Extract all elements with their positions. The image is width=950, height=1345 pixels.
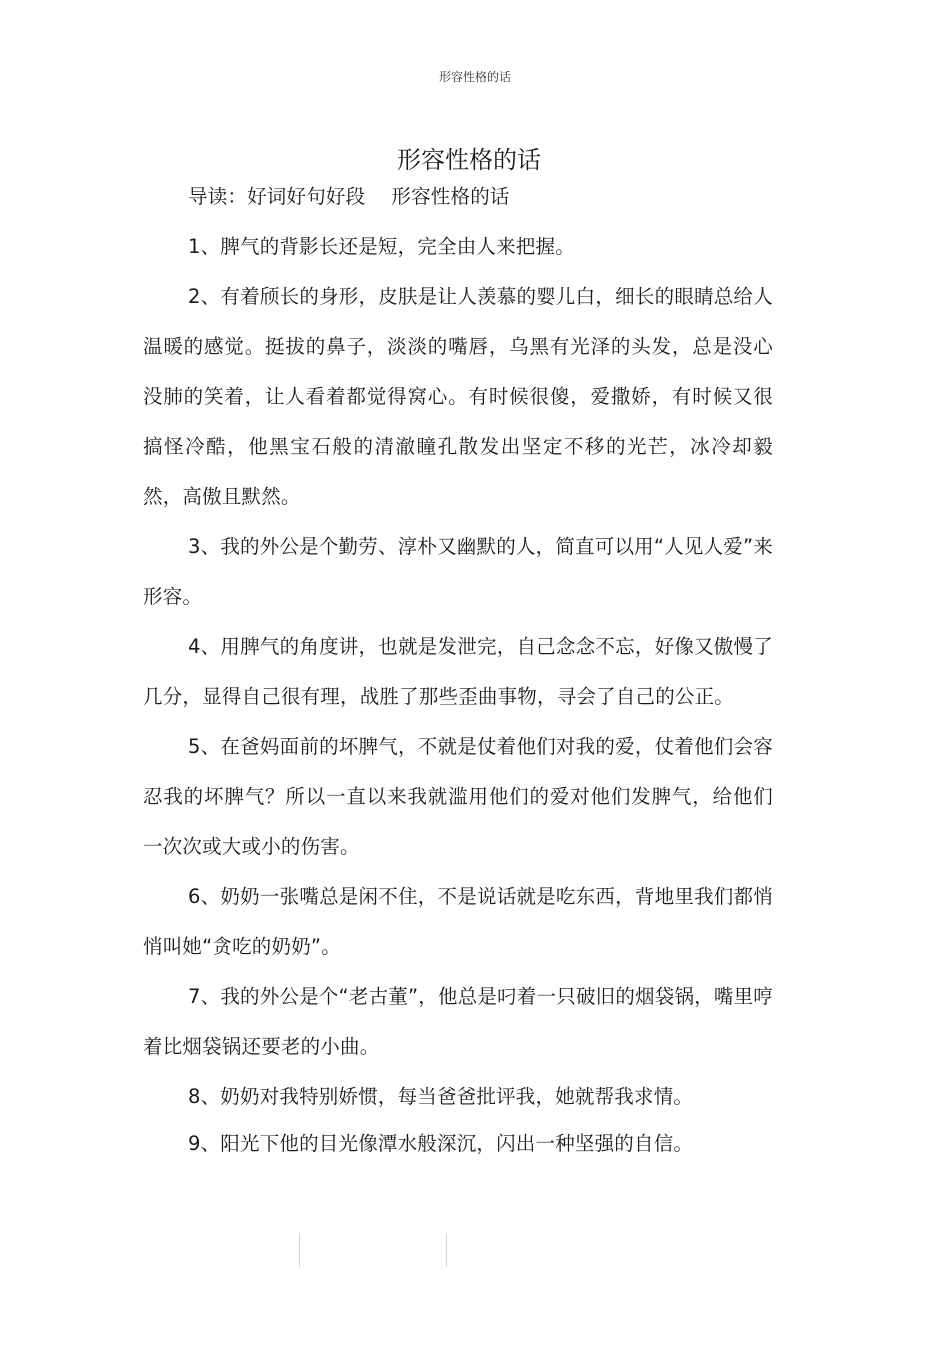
paragraph-8: 8、奶奶对我特别娇惯，每当爸爸批评我，她就帮我求情。 <box>188 1085 694 1108</box>
paragraph-5: 5、在爸妈面前的坏脾气，不就是仗着他们对我的爱，仗着他们会容忍我的坏脾气？所以一直以来我就滥用他们的爱对他们发脾气，给他们一次次或大或小的伤害。 <box>143 735 773 858</box>
paragraph-7: 7、我的外公是个“老古董”，他总是叼着一只破旧的烟袋锅，嘴里哼着比烟袋锅还要老的小曲。 <box>143 985 773 1058</box>
intro-paragraph: 导读：好词好句好段 形容性格的话 <box>188 185 510 208</box>
paragraph-3: 3、我的外公是个勤劳、淳朴又幽默的人，简直可以用“人见人爱”来形容。 <box>143 535 773 608</box>
document-body <box>143 172 773 1169</box>
paragraph-1: 1、脾气的背影长还是短，完全由人来把握。 <box>188 235 575 258</box>
page-footer-marks <box>299 1233 447 1267</box>
footer-divider-right <box>446 1233 447 1267</box>
running-header: 形容性格的话 <box>438 70 511 84</box>
document-title: 形容性格的话 <box>397 146 541 175</box>
paragraph-4: 4、用脾气的角度讲，也就是发泄完，自己念念不忘，好像又傲慢了几分，显得自己很有理，战胜了那些歪曲事物，寻会了自己的公正。 <box>143 635 773 708</box>
paragraph-9: 9、阳光下他的目光像潭水般深沉，闪出一种坚强的自信。 <box>188 1132 694 1155</box>
footer-divider-left <box>299 1233 300 1267</box>
paragraph-6: 6、奶奶一张嘴总是闲不住，不是说话就是吃东西，背地里我们都悄悄叫她“贪吃的奶奶”。 <box>143 885 773 958</box>
paragraph-2: 2、有着颀长的身形，皮肤是让人羡慕的婴儿白，细长的眼睛总给人温暖的感觉。挺拔的鼻子，淡淡的嘴唇，乌黑有光泽的头发，总是没心没肺的笑着，让人看着都觉得窝心。有时候很傻，爱撒娇，有时候又很搞怪冷酷，他黑宝石般的清澈瞳孔散发出坚定不移的光芒，冰冷却毅然，高傲且默然。 <box>143 285 773 508</box>
